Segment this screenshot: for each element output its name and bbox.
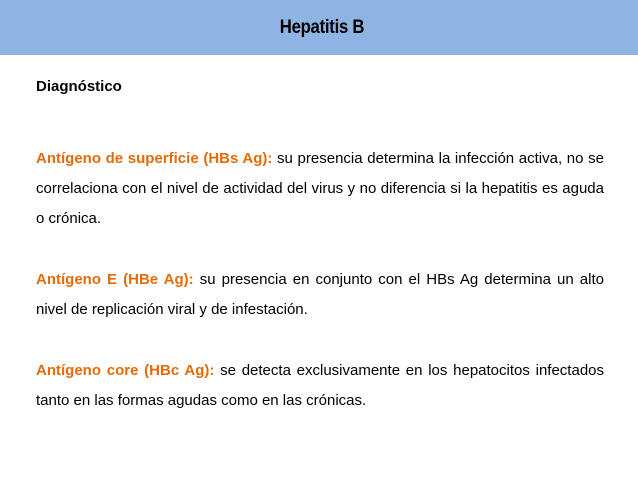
paragraph-hbe-ag <box>36 265 604 325</box>
title-bar <box>0 0 638 55</box>
term-hbc-ag: Antígeno core (HBc Ag): <box>36 362 215 379</box>
term-hbs-ag: Antígeno de superficie (HBs Ag): <box>36 150 273 167</box>
paragraph-text-hbe-ag: su presencia en conjunto con el HBs Ag determina un alto nivel de replicación viral y de infestación. <box>36 271 604 318</box>
section-heading: Diagnóstico <box>36 78 122 95</box>
term-hbe-ag: Antígeno E (HBe Ag): <box>36 271 194 288</box>
paragraph-hbs-ag <box>36 144 604 234</box>
slide-content <box>36 77 604 416</box>
slide-title: Hepatitis B <box>279 16 365 38</box>
paragraph-hbc-ag <box>36 356 604 416</box>
paragraph-text-hbs-ag: su presencia determina la infección activa, no se correlaciona con el nivel de actividad del virus y no diferencia si la hepatitis es aguda o crónica. <box>36 150 604 227</box>
paragraph-text-hbc-ag: se detecta exclusivamente en los hepatocitos infectados tanto en las formas agudas como en las crónicas. <box>36 362 604 409</box>
